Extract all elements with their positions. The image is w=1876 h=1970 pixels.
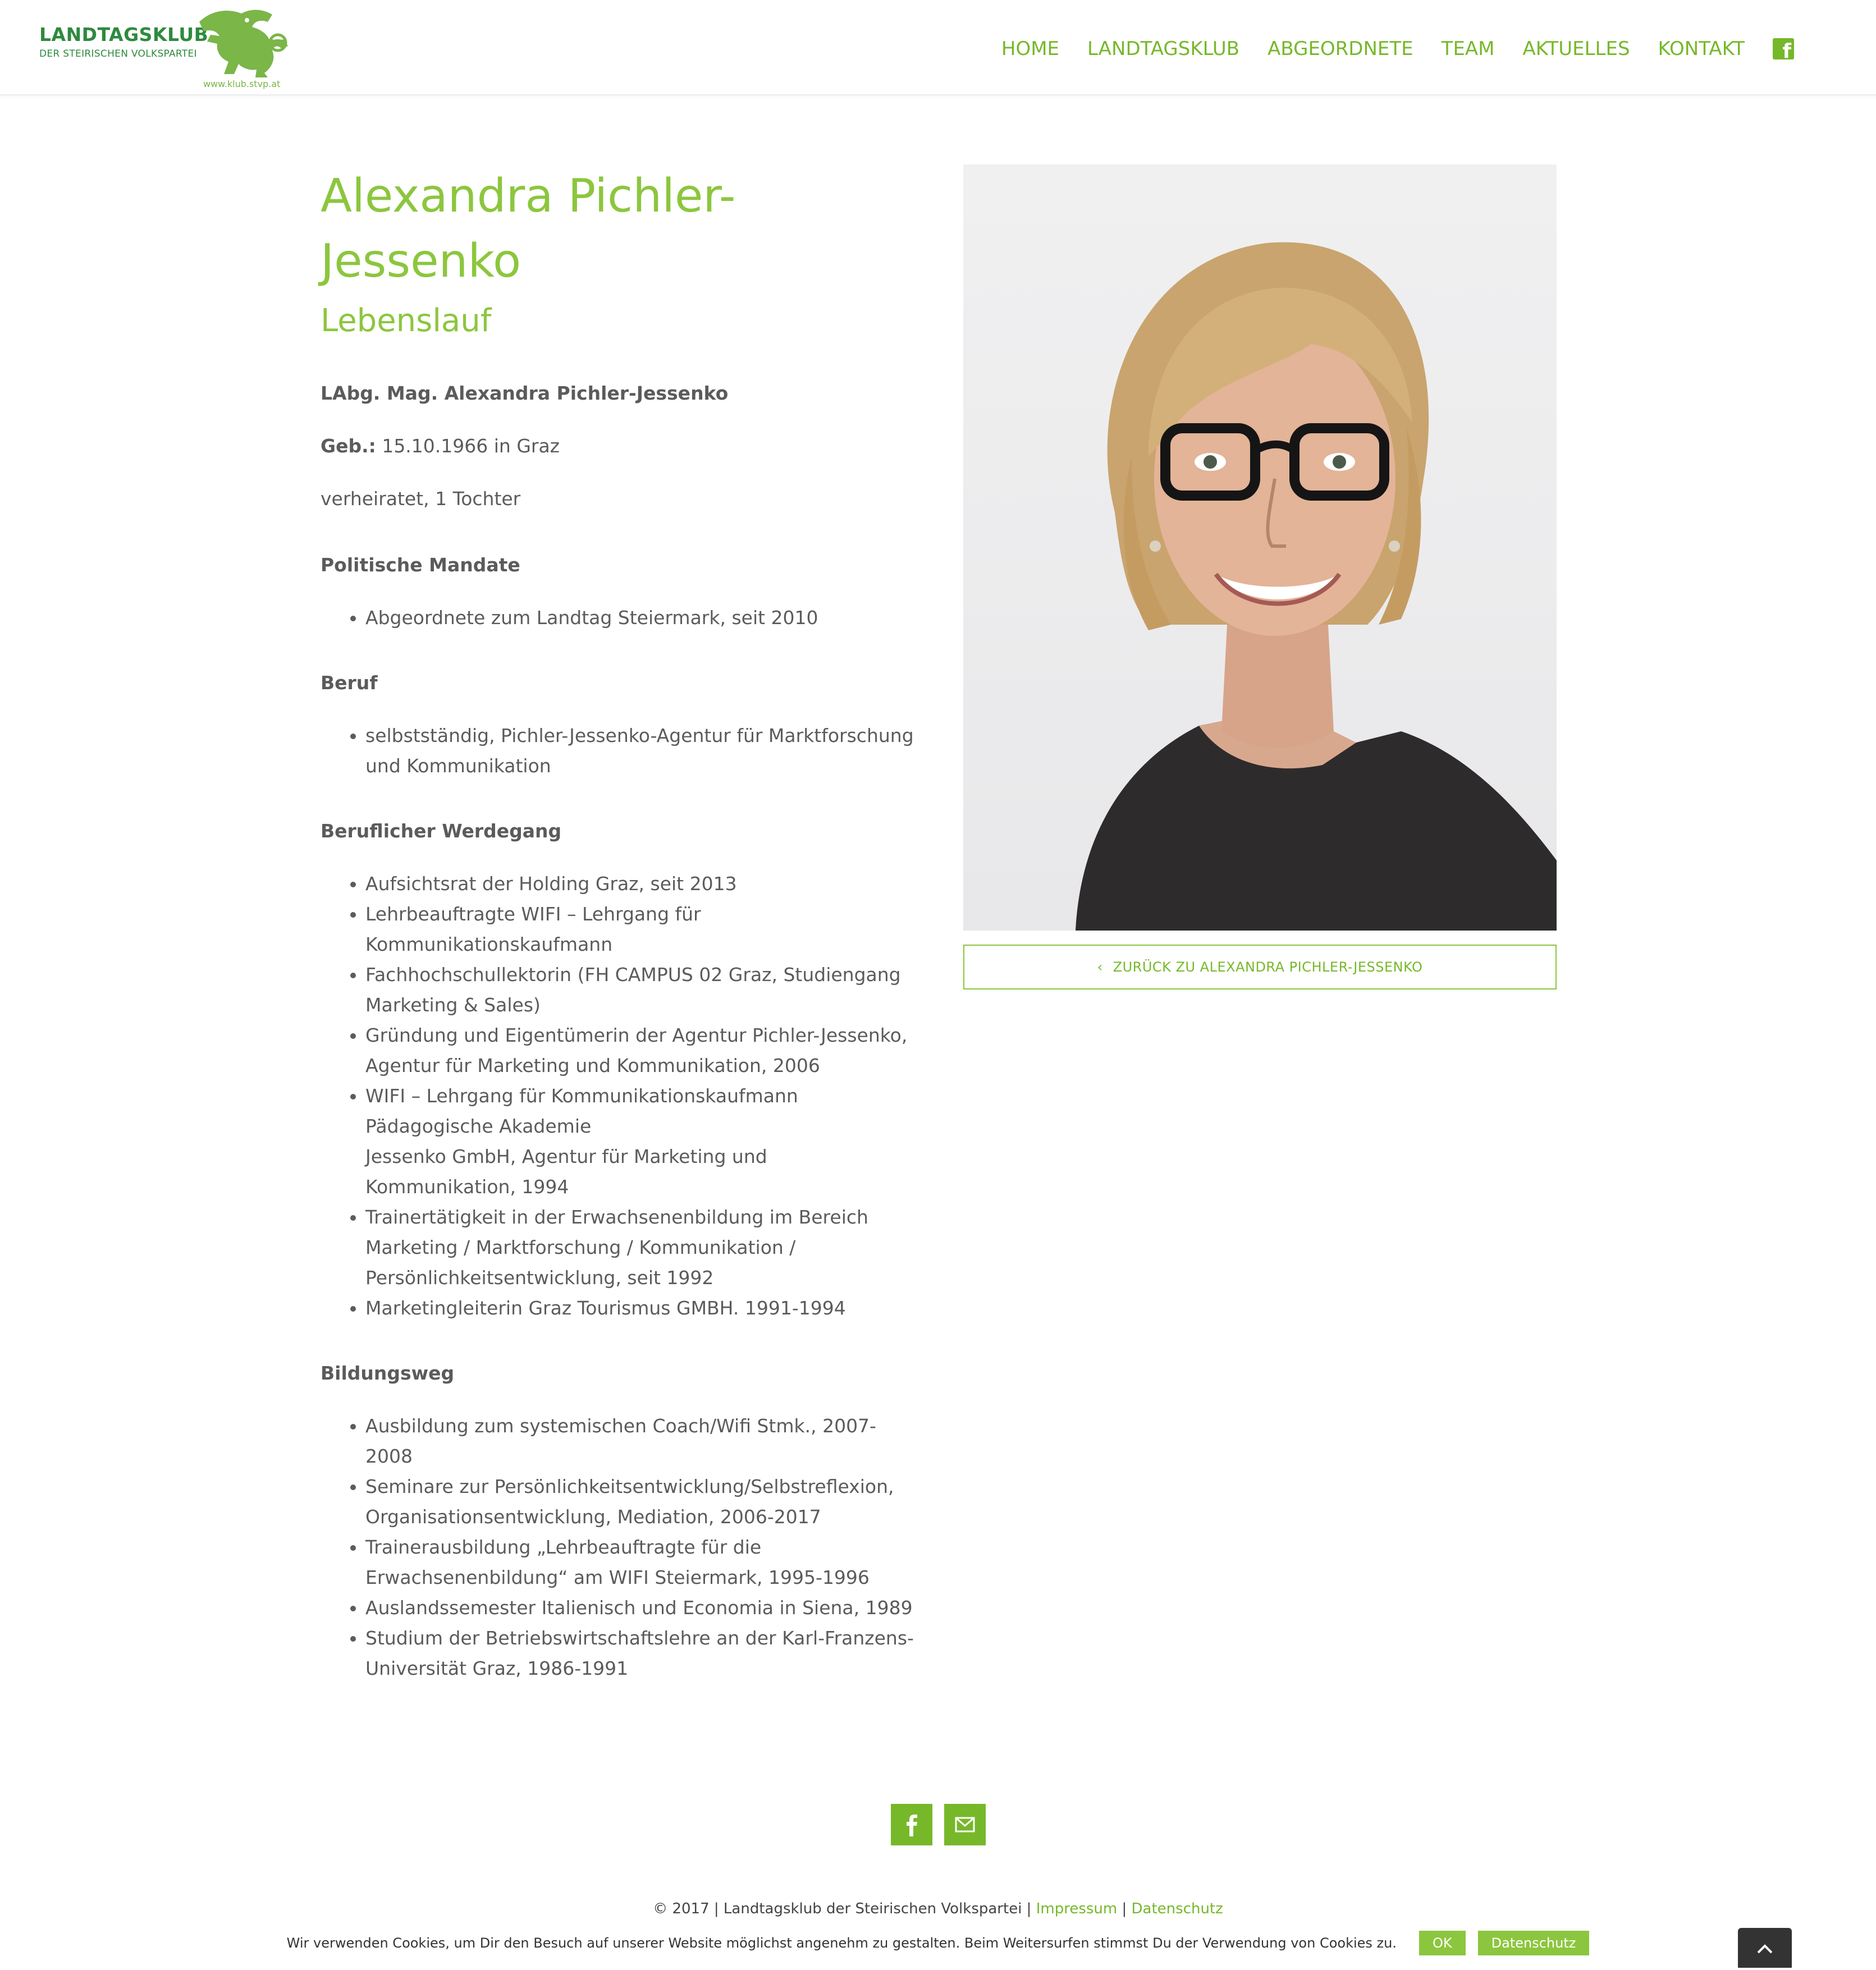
copyright-text: © 2017 | Landtagsklub der Steirischen Volkspartei | — [653, 1900, 1036, 1917]
chevron-left-icon: ‹ — [1097, 959, 1103, 975]
logo-url: www.klub.stvp.at — [203, 79, 281, 89]
cookie-text: Wir verwenden Cookies, um Dir den Besuch auf unserer Website möglichst angenehm zu gestalten. Beim Weitersurfen stimmst Du der Verwendung von Cookies zu. — [286, 1935, 1397, 1951]
page-subtitle: Lebenslauf — [321, 303, 492, 339]
family-info: verheiratet, 1 Tochter — [321, 488, 521, 510]
list-item: • Auslandssemester Italienisch und Economia in Siena, 1989 — [365, 1593, 916, 1623]
list-item: • Lehrbeauftragte WIFI – Lehrgang für Kommunikationskaufmann — [365, 899, 916, 960]
section-heading-werdegang: Beruflicher Werdegang — [321, 820, 562, 842]
nav-home[interactable]: HOME — [1001, 38, 1060, 60]
cookie-privacy-button[interactable]: Datenschutz — [1478, 1931, 1590, 1955]
facebook-icon[interactable]: f — [1773, 38, 1794, 59]
section-heading-mandate: Politische Mandate — [321, 554, 520, 576]
back-button-label: ZURÜCK ZU ALEXANDRA PICHLER-JESSENKO — [1113, 959, 1423, 975]
facebook-icon[interactable] — [891, 1804, 932, 1845]
impressum-link[interactable]: Impressum — [1036, 1900, 1118, 1917]
list-item: • Studium der Betriebswirtschaftslehre an der Karl-Franzens-Universität Graz, 1986-1991 — [365, 1623, 916, 1684]
copyright-line — [0, 1900, 1876, 1917]
list-item: • Gründung und Eigentümerin der Agentur Pichler-Jessenko, Agentur für Marketing und Kommunikation, 2006 — [365, 1020, 916, 1081]
list-werdegang — [321, 869, 916, 1323]
birth-label: Geb.: — [321, 435, 376, 457]
back-to-profile-button[interactable] — [963, 945, 1557, 989]
site-header — [0, 0, 1876, 95]
section-heading-beruf: Beruf — [321, 672, 378, 694]
nav-landtagsklub[interactable]: LANDTAGSKLUB — [1087, 38, 1240, 60]
list-item: Jessenko GmbH, Agentur für Marketing und Kommunikation, 1994 — [365, 1146, 767, 1198]
portrait-illustration — [963, 164, 1557, 931]
name-line-2: Jessenko — [321, 235, 521, 288]
logo-title: LANDTAGSKLUB — [39, 24, 209, 45]
profile-photo — [963, 164, 1557, 931]
full-title: LAbg. Mag. Alexandra Pichler-Jessenko — [321, 382, 729, 404]
list-item: • Seminare zur Persönlichkeitsentwicklung/Selbstreflexion, Organisationsentwicklung, Mediation, 2006-2017 — [365, 1472, 916, 1532]
datenschutz-link[interactable]: Datenschutz — [1131, 1900, 1223, 1917]
site-logo[interactable] — [39, 8, 292, 92]
cookie-bar — [0, 1926, 1876, 1960]
nav-team[interactable]: TEAM — [1441, 38, 1495, 60]
footer-social — [891, 1804, 998, 1845]
name-line-1: Alexandra Pichler- — [321, 169, 736, 223]
list-mandate — [321, 603, 916, 633]
list-beruf — [321, 721, 916, 781]
chevron-up-icon — [1738, 1928, 1792, 1968]
scroll-to-top-button[interactable] — [1738, 1928, 1792, 1968]
list-item: • selbstständig, Pichler-Jessenko-Agentur für Marktforschung und Kommunikation — [365, 721, 916, 781]
footer-separator: | — [1117, 1900, 1132, 1917]
list-item: • Marketingleiterin Graz Tourismus GMBH. 1991-1994 — [365, 1293, 916, 1323]
panther-icon — [194, 8, 289, 78]
list-bildung — [321, 1411, 916, 1684]
cookie-ok-button[interactable]: OK — [1419, 1931, 1466, 1955]
envelope-icon[interactable] — [944, 1804, 986, 1845]
nav-abgeordnete[interactable]: ABGEORDNETE — [1268, 38, 1413, 60]
birth-value: 15.10.1966 in Graz — [376, 435, 560, 457]
main-nav — [973, 35, 1794, 63]
list-item: • Fachhochschullektorin (FH CAMPUS 02 Graz, Studiengang Marketing & Sales) — [365, 960, 916, 1020]
profile-content — [321, 164, 916, 1684]
list-item: • Abgeordnete zum Landtag Steiermark, seit 2010 — [365, 603, 916, 633]
list-item: • WIFI – Lehrgang für Kommunikationskaufmann Pädagogische Akademie — [365, 1081, 916, 1142]
list-item: • Ausbildung zum systemischen Coach/Wifi Stmk., 2007-2008 — [365, 1411, 916, 1472]
list-item: • Trainertätigkeit in der Erwachsenenbildung im Bereich Marketing / Marktforschung / Kommunikation / Persönlichkeitsentwicklung, seit 1992 — [365, 1202, 916, 1293]
list-item: • Aufsichtsrat der Holding Graz, seit 2013 — [365, 869, 916, 899]
nav-aktuelles[interactable]: AKTUELLES — [1522, 38, 1630, 60]
birth-info — [321, 431, 916, 461]
list-item: • Trainerausbildung „Lehrbeauftragte für die Erwachsenenbildung“ am WIFI Steiermark, 1995-1996 — [365, 1532, 916, 1593]
logo-subtitle: DER STEIRISCHEN VOLKSPARTEI — [39, 48, 197, 59]
nav-kontakt[interactable]: KONTAKT — [1658, 38, 1745, 60]
page-title — [321, 164, 916, 294]
section-heading-bildung: Bildungsweg — [321, 1362, 455, 1384]
